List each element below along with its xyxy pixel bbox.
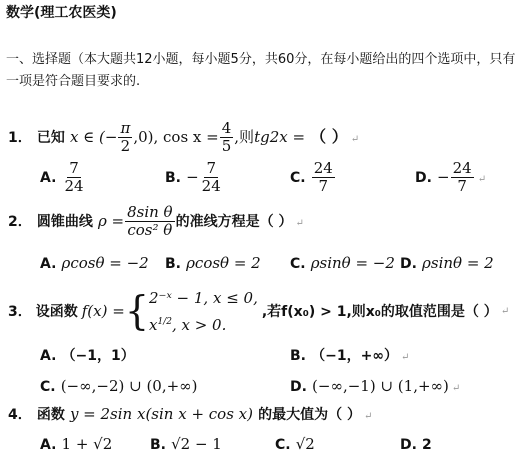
q2-option-c: C. ρsinθ = −2: [290, 254, 395, 272]
question-number: 2．: [8, 214, 32, 230]
question-number: 1．: [8, 130, 32, 146]
math-condition-b: ,0), cos x =: [133, 128, 219, 146]
q4-option-b: B. √2 − 1: [150, 435, 222, 453]
q1-option-b: B. − $\frac{7}{24}$: [165, 159, 221, 195]
piecewise-case-1: 2⁻ˣ − 1, x ≤ 0,: [149, 288, 258, 307]
math-rho: ρ =: [97, 212, 125, 230]
question-suffix: 的最大值为（ ）: [258, 407, 361, 423]
piecewise-cases: [149, 286, 258, 337]
q3-option-b: B. （−1，+∞） ↵: [290, 348, 410, 364]
question-number: 3．: [8, 304, 32, 320]
then-text: ,则: [234, 128, 255, 146]
math-condition-a: x ∈ (−: [69, 128, 118, 146]
question-prefix: 函数: [36, 407, 65, 423]
question-number: 4．: [8, 407, 32, 423]
q2-option-d: D. ρsinθ = 2: [400, 254, 494, 272]
section-intro-line-1: 一、选择题（本大题共12小题，每小题5分，共60分，在每小题给出的四个选项中，只有: [6, 52, 516, 67]
math-fx: f(x) =: [81, 302, 125, 320]
q2-option-b: B. ρcosθ = 2: [165, 254, 261, 272]
q4-option-c: C. √2: [275, 435, 315, 453]
answer-blank: （ ）: [310, 127, 348, 146]
q3-option-d: D. (−∞,−1) ∪ (1,+∞) ↵: [290, 377, 461, 395]
fraction-pi-over-2: $\frac{\pi}{2}$: [120, 119, 131, 155]
q1-option-a: A. $\frac{7}{24}$: [40, 159, 84, 195]
q3-option-c: C. (−∞,−2) ∪ (0,+∞): [40, 377, 198, 395]
q2-option-a: A. ρcosθ = −2: [40, 254, 149, 272]
question-2-stem: 2． 圆锥曲线 ρ = $\frac{\text{8sin θ}}{\text{cos² θ}}$ 的准线方程是（ ） ↵: [8, 203, 304, 239]
piecewise-case-2: $x^{1/2}$, x > 0.: [149, 315, 227, 334]
question-3-stem: 3． 设函数 f(x) = { 2⁻ˣ − 1, x ≤ 0, $x^{1/2}$, x > 0. ,若f(x₀) > 1,则x₀的取值范围是（ ） ↵: [8, 283, 509, 339]
question-prefix: 已知: [36, 130, 65, 146]
q1-option-d: D. − $\frac{24}{7}$ ↵: [415, 159, 487, 195]
piecewise-brace: {: [124, 287, 149, 335]
q4-option-a: A. 1 + √2: [40, 435, 113, 453]
q4-option-d: D. 2: [400, 437, 432, 453]
section-intro-line-2: 一项是符合题目要求的.: [6, 74, 141, 89]
question-suffix: 的准线方程是（ ）: [175, 214, 293, 230]
fraction-polar: $\frac{\text{8sin θ}}{\text{cos² θ}}$: [127, 203, 173, 239]
question-prefix: 设函数: [35, 304, 78, 320]
question-prefix: 圆锥曲线: [36, 214, 93, 230]
document-header: 数学(理工农医类): [6, 5, 117, 21]
question-condition: ,若f(x₀) > 1,则x₀的取值范围是（ ）: [261, 304, 498, 320]
fraction-4-over-5: $\frac{4}{5}$: [221, 119, 232, 155]
question-1-stem: [8, 120, 359, 155]
paragraph-mark-icon: ↵: [350, 134, 360, 145]
q3-option-a: A. （−1，1）: [40, 348, 135, 364]
math-expression: y = 2sin x(sin x + cos x): [69, 405, 253, 423]
math-expression: tg2x =: [254, 128, 306, 146]
question-4-stem: 4． 函数 y = 2sin x(sin x + cos x) 的最大值为（ ） ↵: [8, 405, 373, 423]
q1-option-c: C. $\frac{24}{7}$: [290, 159, 333, 195]
